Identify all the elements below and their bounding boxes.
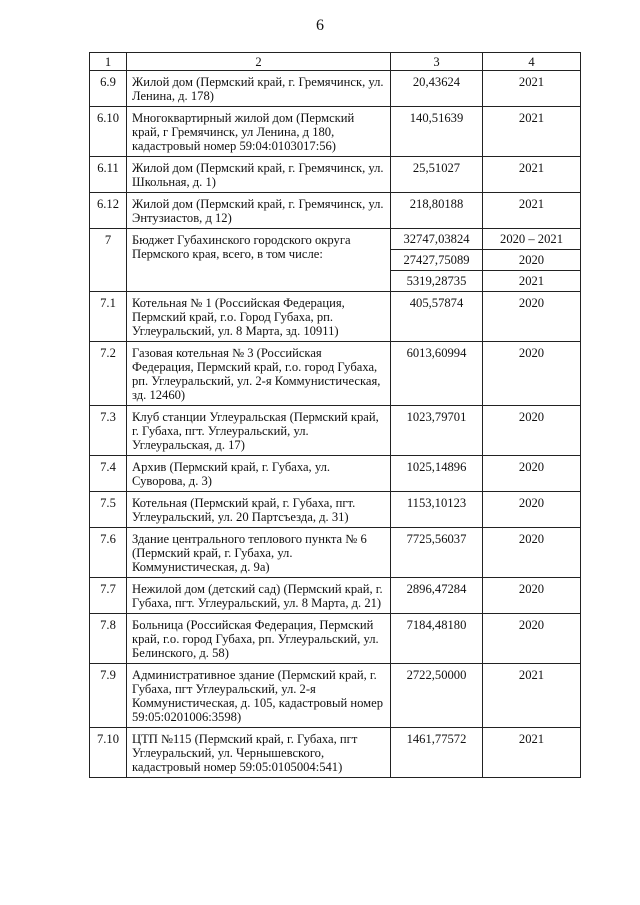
year-cell: 2020 — [483, 492, 581, 528]
object-description: Административное здание (Пермский край, г. Губаха, пгт Углеуральский, ул. 2-я Коммунистическая, д. 105, кадастровый номер 59:05:0201006:3598) — [127, 664, 391, 728]
amount-cell: 405,57874 — [391, 292, 483, 342]
table-row — [90, 71, 581, 107]
object-description: Жилой дом (Пермский край, г. Гремячинск, ул. Энтузиастов, д 12) — [127, 193, 391, 229]
table-row — [90, 664, 581, 728]
object-description: Архив (Пермский край, г. Губаха, ул. Суворова, д. 3) — [127, 456, 391, 492]
row-number: 7.8 — [90, 614, 127, 664]
row-number: 7.5 — [90, 492, 127, 528]
amount-cell: 6013,60994 — [391, 342, 483, 406]
row-number: 7.7 — [90, 578, 127, 614]
objects-table — [89, 52, 581, 778]
year-cell: 2020 — [483, 528, 581, 578]
row-number: 7.1 — [90, 292, 127, 342]
amount-cell: 32747,03824 — [391, 229, 483, 250]
year-cell: 2021 — [483, 664, 581, 728]
column-header: 4 — [483, 53, 581, 71]
amount-cell: 7184,48180 — [391, 614, 483, 664]
year-cell: 2021 — [483, 157, 581, 193]
table-row — [90, 157, 581, 193]
column-header: 1 — [90, 53, 127, 71]
amount-cell: 20,43624 — [391, 71, 483, 107]
year-cell: 2021 — [483, 71, 581, 107]
amount-cell: 218,80188 — [391, 193, 483, 229]
table-row — [90, 578, 581, 614]
table-row — [90, 342, 581, 406]
row-number: 6.11 — [90, 157, 127, 193]
object-description: Нежилой дом (детский сад) (Пермский край, г. Губаха, пгт. Углеуральский, ул. 8 Марта, д. 21) — [127, 578, 391, 614]
amount-cell: 27427,75089 — [391, 250, 483, 271]
table-row — [90, 406, 581, 456]
year-cell: 2020 — [483, 406, 581, 456]
row-number: 6.9 — [90, 71, 127, 107]
row-number: 7.3 — [90, 406, 127, 456]
year-cell: 2020 — [483, 292, 581, 342]
object-description: ЦТП №115 (Пермский край, г. Губаха, пгт Углеуральский, ул. Чернышевского, кадастровый номер 59:05:0105004:541) — [127, 728, 391, 778]
object-description: Котельная № 1 (Российская Федерация, Пермский край, г.о. Город Губаха, рп. Углеуральский, ул. 8 Марта, зд. 10911) — [127, 292, 391, 342]
object-description: Котельная (Пермский край, г. Губаха, пгт. Углеуральский, ул. 20 Партсъезда, д. 31) — [127, 492, 391, 528]
table-row — [90, 528, 581, 578]
object-description: Жилой дом (Пермский край, г. Гремячинск, ул. Ленина, д. 178) — [127, 71, 391, 107]
object-description: Газовая котельная № 3 (Российская Федерация, Пермский край, г.о. город Губаха, рп. Углеуральский, ул. 2-я Коммунистическая, зд. 12460) — [127, 342, 391, 406]
amount-cell: 1025,14896 — [391, 456, 483, 492]
amount-cell: 2896,47284 — [391, 578, 483, 614]
year-cell: 2020 — [483, 614, 581, 664]
year-cell: 2021 — [483, 728, 581, 778]
row-number: 7.4 — [90, 456, 127, 492]
row-number: 6.10 — [90, 107, 127, 157]
row-number: 7.6 — [90, 528, 127, 578]
table-row — [90, 614, 581, 664]
amount-cell: 7725,56037 — [391, 528, 483, 578]
amount-cell: 1153,10123 — [391, 492, 483, 528]
amount-cell: 1023,79701 — [391, 406, 483, 456]
amount-cell: 2722,50000 — [391, 664, 483, 728]
year-cell: 2020 – 2021 — [483, 229, 581, 250]
row-number: 6.12 — [90, 193, 127, 229]
row-number: 7.9 — [90, 664, 127, 728]
table-row — [90, 728, 581, 778]
table-header-row — [90, 53, 581, 71]
year-cell: 2020 — [483, 578, 581, 614]
table-row — [90, 292, 581, 342]
object-description: Бюджет Губахинского городского округа Пермского края, всего, в том числе: — [127, 229, 391, 292]
amount-cell: 5319,28735 — [391, 271, 483, 292]
row-number: 7.2 — [90, 342, 127, 406]
year-cell: 2020 — [483, 342, 581, 406]
table-row — [90, 193, 581, 229]
object-description: Клуб станции Углеуральская (Пермский край, г. Губаха, пгт. Углеуральский, ул. Углеуральская, д. 17) — [127, 406, 391, 456]
object-description: Больница (Российская Федерация, Пермский край, г.о. город Губаха, рп. Углеуральский, ул. Белинского, д. 58) — [127, 614, 391, 664]
year-cell: 2021 — [483, 193, 581, 229]
page-number: 6 — [316, 17, 324, 34]
object-description: Здание центрального теплового пункта № 6 (Пермский край, г. Губаха, ул. Коммунистическая, д. 9а) — [127, 528, 391, 578]
object-description: Многоквартирный жилой дом (Пермский край, г Гремячинск, ул Ленина, д 180, кадастровый номер 59:04:0103017:56) — [127, 107, 391, 157]
amount-cell: 140,51639 — [391, 107, 483, 157]
row-number: 7 — [90, 229, 127, 292]
year-cell: 2020 — [483, 456, 581, 492]
column-header: 2 — [127, 53, 391, 71]
table-row — [90, 456, 581, 492]
amount-cell: 25,51027 — [391, 157, 483, 193]
amount-cell: 1461,77572 — [391, 728, 483, 778]
year-cell: 2021 — [483, 107, 581, 157]
row-number: 7.10 — [90, 728, 127, 778]
year-cell: 2021 — [483, 271, 581, 292]
table-row — [90, 229, 581, 250]
object-description: Жилой дом (Пермский край, г. Гремячинск, ул. Школьная, д. 1) — [127, 157, 391, 193]
table-row — [90, 107, 581, 157]
column-header: 3 — [391, 53, 483, 71]
table-row — [90, 492, 581, 528]
year-cell: 2020 — [483, 250, 581, 271]
